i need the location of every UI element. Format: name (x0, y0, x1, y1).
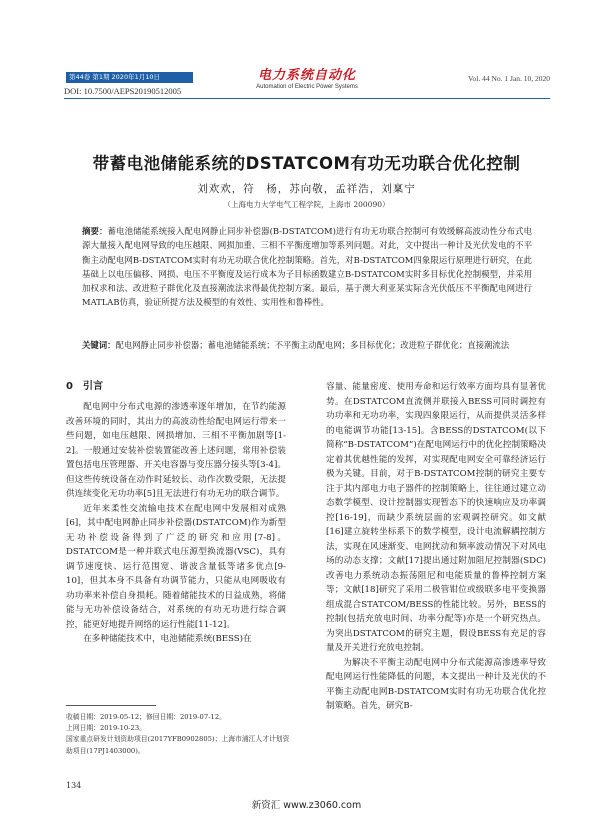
authors: 刘欢欢，符 杨，苏向敬，孟祥浩，刘稟宁 (197, 183, 416, 195)
paragraph: 配电网中分布式电源的渗透率逐年增加，在节约能源改善环境的同时，其出力的高波动性给配电网运行带来一些问题，如电压越限、网损增加、三相不平衡加剧等[1-2]。一般通过安装补偿装置能改善上述问题，常用补偿装置包括电压管理器、开关电容器与变压器分接头等[3-4]。但这些传统设备在动作时延较长、动作次数受限，无法提供连续变化无功功率[5]且无法进行有功无功的联合调节。 (66, 402, 286, 499)
doi: DOI: 10.7500/AEPS20190512005 (64, 86, 182, 96)
abstract (82, 224, 532, 310)
issue-info: Vol. 44 No. 1 Jan. 10, 2020 (468, 74, 550, 83)
paragraph: 容量、能量密度、使用寿命和运行效率方面均具有显著优势。在DSTATCOM直流侧并联接入BESS可同时调控有功功率和无功功率，实现四象限运行，从而提供灵活多样的电能调节功能[13-15]。含BESS的DSTATCOM(以下简称“B-DSTATCOM”)在配电网运行中的优化控制策略决定着其优越性能的发挥，对实现配电网安全可靠经济运行极为关键。目前，对于B-DSTATCOM控制的研究主要专注于其内部电力电子器件的控制策略上，往往通过建立动态数学模型、设计控制器实现暂态下的快速响应及功率调控[16-19]，而缺少系统层面的宏观调控研究。如文献[16]建立旋转坐标系下的数学模型，设计电流解耦控制方法，实现在风速渐变、电网扰动和频率波动情况下对风电场的动态支撑；文献[17]提出通过附加阻尼控制器(SDC)改善电力系统动态振荡阻尼和电能质量的鲁棒控制方案等；文献[18]研究了采用二极管钳位或级联多电平变换器组成混合STATCOM/BESS的性能比较。另外，BESS的控制(包括充放电时间、功率分配等)亦是一个研究热点。为突出DSTATCOM的研究主题，假设BESS有充足的容量及开关进行充放电控制。 (326, 382, 546, 653)
paragraph: 在多种储能技术中，电池储能系统(BESS)在 (83, 634, 252, 644)
left-column (66, 380, 286, 647)
journal-name-en: Automation of Electric Power Systems (256, 84, 358, 90)
right-column (326, 380, 546, 714)
footnote-fund: 国家重点研发计划资助项目(2017YFB0902805)；上海市浦江人才计划资助项目(17PJ1403000)。 (66, 735, 290, 755)
header-rule (64, 98, 550, 99)
abstract-text: 蓄电池储能系统接入配电网静止同步补偿器(B-DSTATCOM)进行有功无功联合控制可有效缓解高波动性分布式电源大量接入配电网导致的电压越限、网损加重、三相不平衡度增加等系列问题。对此，文中提出一种计及光伏发电的不平衡主动配电网B-DSTATCOM实时有功无功联合优化控制策略。首先，对B-DSTATCOM四象限运行原理进行研究，在此基础上以电压偏移、网损、电压不平衡度及运行成本为子目标函数建立B-DSTATCOM实时多目标优化控制模型，并采用加权求和法、改进粒子群优化及直接潮流法求得最优控制方案。最后，基于澳大利亚某实际含光伏低压不平衡配电网进行MATLAB仿真，验证所提方法及模型的有效性、实用性和鲁棒性。 (82, 226, 533, 308)
footnote (66, 712, 296, 757)
journal-logo (246, 64, 368, 90)
issue-banner: 第44卷 第1期 2020年1月10日 (66, 72, 193, 83)
affiliation: （上海电力大学电气工程学院，上海市 200090） (223, 200, 390, 209)
paragraph: 近年来柔性交流输电技术在配电网中发展相对成熟[6]，其中配电网静止同步补偿器(DSTATCOM)作为新型无功补偿设备得到了广泛的研究和应用[7-8]。DSTATCOM是一种并联式电压源型换流器(VSC)，具有调节速度快、运行范围宽、谐波含量低等诸多优点[9-10]，但其本身不具备有功调节能力，只能从电网吸收有功功率来补偿自身损耗。随着储能技术的日益成熟，将储能与无功补偿设备结合，对系统的有功无功进行综合调控，能更好地提升网络的运行性能[11-12]。 (66, 503, 286, 630)
footnote-rule (66, 705, 156, 706)
page-number: 134 (66, 781, 82, 790)
section-heading: 0 引言 (66, 381, 103, 392)
footnote-received: 收稿日期：2019-05-12；修回日期：2019-07-12。 (66, 713, 226, 721)
keywords (82, 338, 532, 352)
journal-name-cn: 电力系统自动化 (257, 68, 356, 83)
watermark: 新资汇 www.z3060.com (251, 800, 362, 811)
paper-title: 带蓄电池储能系统的DSTATCOM有功无功联合优化控制 (92, 154, 521, 173)
keywords-label: 关键词： (82, 340, 116, 350)
paragraph: 为解决不平衡主动配电网中分布式能源高渗透率导致配电网运行性能降低的问题，本文提出一种计及光伏的不平衡主动配电网B-DSTATCOM实时有功无功联合优化控制策略。首先，研究B- (326, 657, 546, 711)
keywords-text: 配电网静止同步补偿器；蓄电池储能系统；不平衡主动配电网；多目标优化；改进粒子群优化；直接潮流法 (115, 340, 510, 350)
abstract-label: 摘要： (82, 226, 108, 236)
footnote-online: 上网日期：2019-10-23。 (66, 724, 146, 733)
